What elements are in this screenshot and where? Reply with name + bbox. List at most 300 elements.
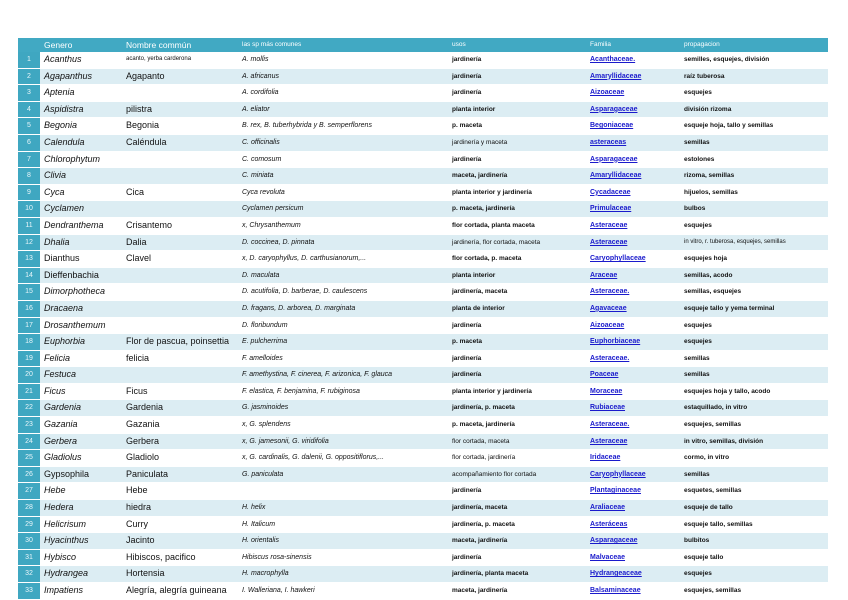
usos-cell[interactable]: jardinería, maceta xyxy=(448,284,586,301)
familia-link[interactable]: Moraceae xyxy=(590,387,623,395)
species-cell[interactable]: Cyclamen persicum xyxy=(238,201,448,218)
species-cell[interactable]: A. cordifolia xyxy=(238,85,448,102)
propagacion-cell[interactable]: raíz tuberosa xyxy=(680,68,828,85)
species-cell[interactable]: H. macrophylla xyxy=(238,566,448,583)
propagacion-cell[interactable]: división rizoma xyxy=(680,101,828,118)
usos-cell[interactable]: jardinería, p. maceta xyxy=(448,516,586,533)
familia-cell[interactable] xyxy=(586,168,680,185)
header-familia[interactable]: Familia xyxy=(586,38,680,52)
usos-cell[interactable]: flor cortada, planta maceta xyxy=(448,217,586,234)
species-cell[interactable]: I. Walleriana, I. hawkeri xyxy=(238,583,448,600)
genero-cell[interactable]: Dieffenbachia xyxy=(40,267,122,284)
row-number[interactable]: 1 xyxy=(18,52,40,68)
usos-cell[interactable]: p. maceta, jardinería xyxy=(448,201,586,218)
genero-cell[interactable]: Helicrisum xyxy=(40,516,122,533)
familia-cell[interactable] xyxy=(586,383,680,400)
table-row xyxy=(18,334,828,351)
genero-cell[interactable]: Clivia xyxy=(40,168,122,185)
usos-cell[interactable]: jardinería xyxy=(448,52,586,68)
nombre-cell[interactable]: Gladiolo xyxy=(122,450,238,467)
familia-link[interactable]: Asteraceae. xyxy=(590,288,630,296)
usos-cell[interactable]: jardinería xyxy=(448,367,586,384)
propagacion-cell[interactable]: esquejes, semillas xyxy=(680,583,828,600)
row-number[interactable]: 29 xyxy=(18,516,40,533)
row-number[interactable]: 18 xyxy=(18,334,40,351)
genero-cell[interactable]: Cyclamen xyxy=(40,201,122,218)
genero-cell[interactable]: Felicia xyxy=(40,350,122,367)
genero-cell[interactable]: Drosanthemum xyxy=(40,317,122,334)
usos-cell[interactable]: planta interior y jardinería xyxy=(448,383,586,400)
species-cell[interactable]: H. helix xyxy=(238,500,448,517)
familia-link[interactable]: Asparagaceae xyxy=(590,537,638,545)
table-row xyxy=(18,101,828,118)
genero-cell[interactable]: Aspidistra xyxy=(40,101,122,118)
familia-cell[interactable] xyxy=(586,500,680,517)
table-row xyxy=(18,217,828,234)
species-cell[interactable]: D. fragans, D. arborea, D. marginata xyxy=(238,300,448,317)
row-number[interactable]: 19 xyxy=(18,350,40,367)
nombre-cell[interactable]: Hortensia xyxy=(122,566,238,583)
familia-cell[interactable] xyxy=(586,184,680,201)
table-row xyxy=(18,151,828,168)
table-row xyxy=(18,300,828,317)
table-row xyxy=(18,500,828,517)
propagacion-cell[interactable]: esqueje de tallo xyxy=(680,500,828,517)
familia-cell[interactable] xyxy=(586,566,680,583)
header-usos[interactable]: usos xyxy=(448,38,586,52)
genero-cell[interactable]: Gypsophila xyxy=(40,466,122,483)
familia-link[interactable]: Begoniaceae xyxy=(590,122,634,130)
row-number[interactable]: 23 xyxy=(18,417,40,434)
nombre-cell[interactable]: Crisantemo xyxy=(122,217,238,234)
genero-cell[interactable]: Gazania xyxy=(40,417,122,434)
species-cell[interactable]: C. officinalis xyxy=(238,134,448,151)
familia-link[interactable]: Hydrangeaceae xyxy=(590,570,642,578)
familia-cell[interactable] xyxy=(586,284,680,301)
nombre-cell[interactable]: Dalia xyxy=(122,234,238,251)
propagacion-cell[interactable]: in vitro, semillas, división xyxy=(680,433,828,450)
table-row xyxy=(18,134,828,151)
familia-cell[interactable] xyxy=(586,466,680,483)
species-cell[interactable]: G. jasminoides xyxy=(238,400,448,417)
usos-cell[interactable]: jardinería xyxy=(448,350,586,367)
table-row xyxy=(18,483,828,500)
nombre-cell[interactable]: Caléndula xyxy=(122,134,238,151)
table-row xyxy=(18,85,828,102)
nombre-cell[interactable] xyxy=(122,367,238,384)
usos-cell[interactable]: planta interior xyxy=(448,101,586,118)
header-propagacion[interactable]: propagacion xyxy=(680,38,828,52)
usos-cell[interactable]: planta interior xyxy=(448,267,586,284)
usos-cell[interactable]: flor cortada, maceta xyxy=(448,433,586,450)
genero-cell[interactable]: Begonia xyxy=(40,118,122,135)
usos-cell[interactable]: jardinería xyxy=(448,317,586,334)
familia-cell[interactable] xyxy=(586,483,680,500)
table-row xyxy=(18,400,828,417)
table-row xyxy=(18,549,828,566)
table-row xyxy=(18,350,828,367)
propagacion-cell[interactable]: hijuelos, semillas xyxy=(680,184,828,201)
row-number[interactable]: 21 xyxy=(18,383,40,400)
familia-link[interactable]: Asparagaceae xyxy=(590,155,638,163)
species-cell[interactable]: x, G. jamesonii, G. viridifolia xyxy=(238,433,448,450)
row-number[interactable]: 16 xyxy=(18,300,40,317)
species-cell[interactable]: E. pulcherrima xyxy=(238,334,448,351)
propagacion-cell[interactable]: esquejes hoja y tallo, acodo xyxy=(680,383,828,400)
familia-cell[interactable] xyxy=(586,367,680,384)
row-number[interactable]: 27 xyxy=(18,483,40,500)
propagacion-cell[interactable]: esquejes xyxy=(680,85,828,102)
usos-cell[interactable]: maceta, jardinería xyxy=(448,583,586,600)
species-cell[interactable]: C. miniata xyxy=(238,168,448,185)
familia-link[interactable]: Malvaceae xyxy=(590,553,626,561)
familia-link[interactable]: Amaryllidaceae xyxy=(590,72,642,80)
propagacion-cell[interactable]: semillas xyxy=(680,134,828,151)
familia-link[interactable]: Iridaceae xyxy=(590,454,621,462)
table-row xyxy=(18,68,828,85)
species-cell[interactable]: F. elastica, F. benjamina, F. rubiginosa xyxy=(238,383,448,400)
genero-cell[interactable]: Hedera xyxy=(40,500,122,517)
familia-cell[interactable] xyxy=(586,85,680,102)
propagacion-cell[interactable]: cormo, in vitro xyxy=(680,450,828,467)
familia-cell[interactable] xyxy=(586,234,680,251)
table-row xyxy=(18,516,828,533)
nombre-cell[interactable]: Hebe xyxy=(122,483,238,500)
familia-cell[interactable] xyxy=(586,217,680,234)
table-row xyxy=(18,251,828,268)
usos-cell[interactable]: flor cortada, jardinería xyxy=(448,450,586,467)
familia-cell[interactable] xyxy=(586,433,680,450)
nombre-cell[interactable]: Begonia xyxy=(122,118,238,135)
nombre-cell[interactable] xyxy=(122,151,238,168)
table-row xyxy=(18,184,828,201)
species-cell[interactable]: D. floribundum xyxy=(238,317,448,334)
nombre-cell[interactable]: pilistra xyxy=(122,101,238,118)
species-cell[interactable]: G. paniculata xyxy=(238,466,448,483)
row-number[interactable]: 24 xyxy=(18,433,40,450)
familia-link[interactable]: Asteraceae xyxy=(590,437,628,445)
species-cell[interactable]: H. Italicum xyxy=(238,516,448,533)
nombre-cell[interactable]: Curry xyxy=(122,516,238,533)
familia-link[interactable]: Caryophyllaceae xyxy=(590,255,646,263)
familia-cell[interactable] xyxy=(586,417,680,434)
propagacion-cell[interactable]: esquejes xyxy=(680,334,828,351)
nombre-cell[interactable]: Clavel xyxy=(122,251,238,268)
row-number[interactable]: 20 xyxy=(18,367,40,384)
familia-cell[interactable] xyxy=(586,516,680,533)
genero-cell[interactable]: Dendranthema xyxy=(40,217,122,234)
propagacion-cell[interactable]: esqueje tallo xyxy=(680,549,828,566)
genero-cell[interactable]: Acanthus xyxy=(40,52,122,68)
header-row xyxy=(18,38,828,52)
usos-cell[interactable]: planta interior y jardinería xyxy=(448,184,586,201)
row-number[interactable]: 14 xyxy=(18,267,40,284)
row-number[interactable]: 2 xyxy=(18,68,40,85)
propagacion-cell[interactable]: semilles, esquejes, división xyxy=(680,52,828,68)
familia-link[interactable]: Agavaceae xyxy=(590,304,627,312)
familia-cell[interactable] xyxy=(586,251,680,268)
usos-cell[interactable]: acompañamiento flor cortada xyxy=(448,466,586,483)
species-cell[interactable]: D. maculata xyxy=(238,267,448,284)
familia-cell[interactable] xyxy=(586,300,680,317)
header-genero[interactable]: Genero xyxy=(40,38,122,52)
usos-cell[interactable]: planta de interior xyxy=(448,300,586,317)
nombre-cell[interactable]: Hibiscos, pacifico xyxy=(122,549,238,566)
propagacion-cell[interactable]: bulbos xyxy=(680,201,828,218)
familia-cell[interactable] xyxy=(586,118,680,135)
propagacion-cell[interactable]: esquejes xyxy=(680,217,828,234)
familia-cell[interactable] xyxy=(586,533,680,550)
familia-cell[interactable] xyxy=(586,267,680,284)
genero-cell[interactable]: Aptenia xyxy=(40,85,122,102)
table-row xyxy=(18,417,828,434)
propagacion-cell[interactable]: esquetes, semillas xyxy=(680,483,828,500)
table-row xyxy=(18,284,828,301)
usos-cell[interactable]: p. maceta xyxy=(448,334,586,351)
familia-cell[interactable] xyxy=(586,549,680,566)
familia-link[interactable]: Rubiaceae xyxy=(590,404,626,412)
species-cell[interactable]: F. amethystina, F. cinerea, F. arizonica, F. glauca xyxy=(238,367,448,384)
propagacion-cell[interactable]: in vitro, r. tuberosa, esquejes, semillas xyxy=(680,234,828,251)
genero-cell[interactable]: Dimorphotheca xyxy=(40,284,122,301)
usos-cell[interactable]: jardinería xyxy=(448,483,586,500)
table-row xyxy=(18,317,828,334)
table-row xyxy=(18,466,828,483)
species-cell[interactable]: A. africanus xyxy=(238,68,448,85)
familia-link[interactable]: Asteraceae xyxy=(590,221,628,229)
header-sp[interactable]: las sp más comunes xyxy=(238,38,448,52)
nombre-cell[interactable] xyxy=(122,168,238,185)
usos-cell[interactable]: jardinería y maceta xyxy=(448,134,586,151)
propagacion-cell[interactable]: semillas, acodo xyxy=(680,267,828,284)
species-cell[interactable]: C. comosum xyxy=(238,151,448,168)
header-corner xyxy=(18,38,40,52)
nombre-cell[interactable]: acanto, yerba carderona xyxy=(122,52,238,68)
species-cell[interactable]: H. orientalis xyxy=(238,533,448,550)
familia-link[interactable]: Caryophyllaceae xyxy=(590,470,646,478)
familia-link[interactable]: Poaceae xyxy=(590,371,619,379)
nombre-cell[interactable]: Jacinto xyxy=(122,533,238,550)
table-row xyxy=(18,367,828,384)
row-number[interactable]: 32 xyxy=(18,566,40,583)
species-cell[interactable]: D. coccinea, D. pinnata xyxy=(238,234,448,251)
genero-cell[interactable]: Festuca xyxy=(40,367,122,384)
usos-cell[interactable]: jardinería, p. maceta xyxy=(448,400,586,417)
nombre-cell[interactable]: Gerbera xyxy=(122,433,238,450)
table-row xyxy=(18,566,828,583)
row-number[interactable]: 31 xyxy=(18,549,40,566)
nombre-cell[interactable]: Agapanto xyxy=(122,68,238,85)
familia-link[interactable]: Araceae xyxy=(590,271,618,279)
species-cell[interactable]: D. acutifolia, D. barberae, D. caulescens xyxy=(238,284,448,301)
row-number[interactable]: 25 xyxy=(18,450,40,467)
genero-cell[interactable]: Agapanthus xyxy=(40,68,122,85)
usos-cell[interactable]: maceta, jardinería xyxy=(448,168,586,185)
species-cell[interactable]: x, Chrysanthemum xyxy=(238,217,448,234)
genero-cell[interactable]: Calendula xyxy=(40,134,122,151)
propagacion-cell[interactable]: estaquillado, in vitro xyxy=(680,400,828,417)
usos-cell[interactable]: jardinería xyxy=(448,68,586,85)
familia-link[interactable]: Asparagaceae xyxy=(590,105,638,113)
genero-cell[interactable]: Dianthus xyxy=(40,251,122,268)
nombre-cell[interactable]: Flor de pascua, poinsettia xyxy=(122,334,238,351)
row-number[interactable]: 7 xyxy=(18,151,40,168)
familia-cell[interactable] xyxy=(586,134,680,151)
species-cell[interactable]: x, G. cardinalis, G. dalenii, G. oppositiflorus,... xyxy=(238,450,448,467)
familia-cell[interactable] xyxy=(586,52,680,68)
propagacion-cell[interactable]: semillas xyxy=(680,350,828,367)
row-number[interactable]: 6 xyxy=(18,134,40,151)
propagacion-cell[interactable]: rizoma, semillas xyxy=(680,168,828,185)
usos-cell[interactable]: jardinería xyxy=(448,85,586,102)
familia-cell[interactable] xyxy=(586,450,680,467)
species-cell[interactable]: x, D. caryophyllus, D. carthusianorum,... xyxy=(238,251,448,268)
propagacion-cell[interactable]: esqueje tallo, semillas xyxy=(680,516,828,533)
table-row xyxy=(18,383,828,400)
genero-cell[interactable]: Hybisco xyxy=(40,549,122,566)
usos-cell[interactable]: p. maceta, jardinería xyxy=(448,417,586,434)
genero-cell[interactable]: Euphorbia xyxy=(40,334,122,351)
species-cell[interactable]: F. amelloides xyxy=(238,350,448,367)
propagacion-cell[interactable]: esquejes xyxy=(680,317,828,334)
familia-link[interactable]: Primulaceae xyxy=(590,205,632,213)
genero-cell[interactable]: Dracaena xyxy=(40,300,122,317)
familia-cell[interactable] xyxy=(586,350,680,367)
genero-cell[interactable]: Gardenia xyxy=(40,400,122,417)
nombre-cell[interactable]: felicia xyxy=(122,350,238,367)
nombre-cell[interactable] xyxy=(122,85,238,102)
propagacion-cell[interactable]: semillas, esquejes xyxy=(680,284,828,301)
familia-link[interactable]: Euphorbiaceae xyxy=(590,338,641,346)
nombre-cell[interactable]: Paniculata xyxy=(122,466,238,483)
row-number[interactable]: 3 xyxy=(18,85,40,102)
genero-cell[interactable]: Cyca xyxy=(40,184,122,201)
species-cell[interactable]: A. mollis xyxy=(238,52,448,68)
row-number[interactable]: 22 xyxy=(18,400,40,417)
familia-link[interactable]: Asteraceae. xyxy=(590,354,630,362)
familia-link[interactable]: Balsaminaceae xyxy=(590,587,641,594)
row-number[interactable]: 33 xyxy=(18,583,40,600)
usos-cell[interactable]: jardinería, flor cortada, maceta xyxy=(448,234,586,251)
nombre-cell[interactable]: Cica xyxy=(122,184,238,201)
familia-link[interactable]: Amaryllidaceae xyxy=(590,172,642,180)
propagacion-cell[interactable]: bulbitos xyxy=(680,533,828,550)
familia-cell[interactable] xyxy=(586,151,680,168)
genero-cell[interactable]: Gladiolus xyxy=(40,450,122,467)
familia-link[interactable]: Aizoaceae xyxy=(590,89,625,97)
nombre-cell[interactable]: Gardenia xyxy=(122,400,238,417)
nombre-cell[interactable] xyxy=(122,300,238,317)
plants-table xyxy=(18,38,828,600)
species-cell[interactable]: x, G. splendens xyxy=(238,417,448,434)
table-row xyxy=(18,583,828,600)
genero-cell[interactable]: Hyacinthus xyxy=(40,533,122,550)
row-number[interactable]: 5 xyxy=(18,118,40,135)
row-number[interactable]: 30 xyxy=(18,533,40,550)
genero-cell[interactable]: Hydrangea xyxy=(40,566,122,583)
usos-cell[interactable]: flor cortada, p. maceta xyxy=(448,251,586,268)
usos-cell[interactable]: jardinería xyxy=(448,549,586,566)
propagacion-cell[interactable]: esquejes, semillas xyxy=(680,417,828,434)
species-cell[interactable] xyxy=(238,483,448,500)
familia-link[interactable]: asteraceas xyxy=(590,138,627,146)
familia-cell[interactable] xyxy=(586,317,680,334)
table-row xyxy=(18,52,828,68)
header-nombre[interactable]: Nombre commún xyxy=(122,38,238,52)
usos-cell[interactable]: jardinería, maceta xyxy=(448,500,586,517)
species-cell[interactable]: B. rex, B. tuberhybrida y B. semperflorens xyxy=(238,118,448,135)
row-number[interactable]: 10 xyxy=(18,201,40,218)
row-number[interactable]: 8 xyxy=(18,168,40,185)
familia-link[interactable]: Acanthaceae. xyxy=(590,56,636,63)
nombre-cell[interactable] xyxy=(122,317,238,334)
species-cell[interactable]: Cyca revoluta xyxy=(238,184,448,201)
nombre-cell[interactable] xyxy=(122,284,238,301)
genero-cell[interactable]: Chlorophytum xyxy=(40,151,122,168)
row-number[interactable]: 9 xyxy=(18,184,40,201)
nombre-cell[interactable] xyxy=(122,201,238,218)
propagacion-cell[interactable]: semillas xyxy=(680,367,828,384)
familia-cell[interactable] xyxy=(586,583,680,600)
nombre-cell[interactable]: hiedra xyxy=(122,500,238,517)
usos-cell[interactable]: jardinería xyxy=(448,151,586,168)
nombre-cell[interactable]: Ficus xyxy=(122,383,238,400)
species-cell[interactable]: A. eliator xyxy=(238,101,448,118)
table-row xyxy=(18,118,828,135)
familia-cell[interactable] xyxy=(586,201,680,218)
row-number[interactable]: 28 xyxy=(18,500,40,517)
familia-link[interactable]: Asteráceas xyxy=(590,520,628,528)
familia-cell[interactable] xyxy=(586,68,680,85)
familia-link[interactable]: Araliaceae xyxy=(590,504,626,512)
species-cell[interactable]: Hibiscus rosa-sinensis xyxy=(238,549,448,566)
usos-cell[interactable]: jardinería, planta maceta xyxy=(448,566,586,583)
row-number[interactable]: 13 xyxy=(18,251,40,268)
row-number[interactable]: 12 xyxy=(18,234,40,251)
propagacion-cell[interactable]: esquejes xyxy=(680,566,828,583)
nombre-cell[interactable] xyxy=(122,267,238,284)
familia-link[interactable]: Cycadaceae xyxy=(590,188,631,196)
familia-cell[interactable] xyxy=(586,400,680,417)
propagacion-cell[interactable]: esquejes hoja xyxy=(680,251,828,268)
row-number[interactable]: 15 xyxy=(18,284,40,301)
nombre-cell[interactable]: Gazania xyxy=(122,417,238,434)
nombre-cell[interactable]: Alegría, alegría guineana xyxy=(122,583,238,600)
propagacion-cell[interactable]: esqueje hoja, tallo y semillas xyxy=(680,118,828,135)
genero-cell[interactable]: Impatiens xyxy=(40,583,122,600)
spreadsheet xyxy=(18,38,828,600)
row-number[interactable]: 11 xyxy=(18,217,40,234)
row-number[interactable]: 26 xyxy=(18,466,40,483)
genero-cell[interactable]: Ficus xyxy=(40,383,122,400)
propagacion-cell[interactable]: semillas xyxy=(680,466,828,483)
row-number[interactable]: 4 xyxy=(18,101,40,118)
propagacion-cell[interactable]: estolones xyxy=(680,151,828,168)
genero-cell[interactable]: Gerbera xyxy=(40,433,122,450)
familia-link[interactable]: Plantaginaceae xyxy=(590,487,641,495)
familia-cell[interactable] xyxy=(586,101,680,118)
familia-cell[interactable] xyxy=(586,334,680,351)
usos-cell[interactable]: p. maceta xyxy=(448,118,586,135)
propagacion-cell[interactable]: esqueje tallo y yema terminal xyxy=(680,300,828,317)
genero-cell[interactable]: Dhalia xyxy=(40,234,122,251)
genero-cell[interactable]: Hebe xyxy=(40,483,122,500)
usos-cell[interactable]: maceta, jardinería xyxy=(448,533,586,550)
row-number[interactable]: 17 xyxy=(18,317,40,334)
familia-link[interactable]: Aizoaceae xyxy=(590,321,625,329)
familia-link[interactable]: Asteraceae xyxy=(590,238,628,246)
familia-link[interactable]: Asteraceae. xyxy=(590,421,630,429)
